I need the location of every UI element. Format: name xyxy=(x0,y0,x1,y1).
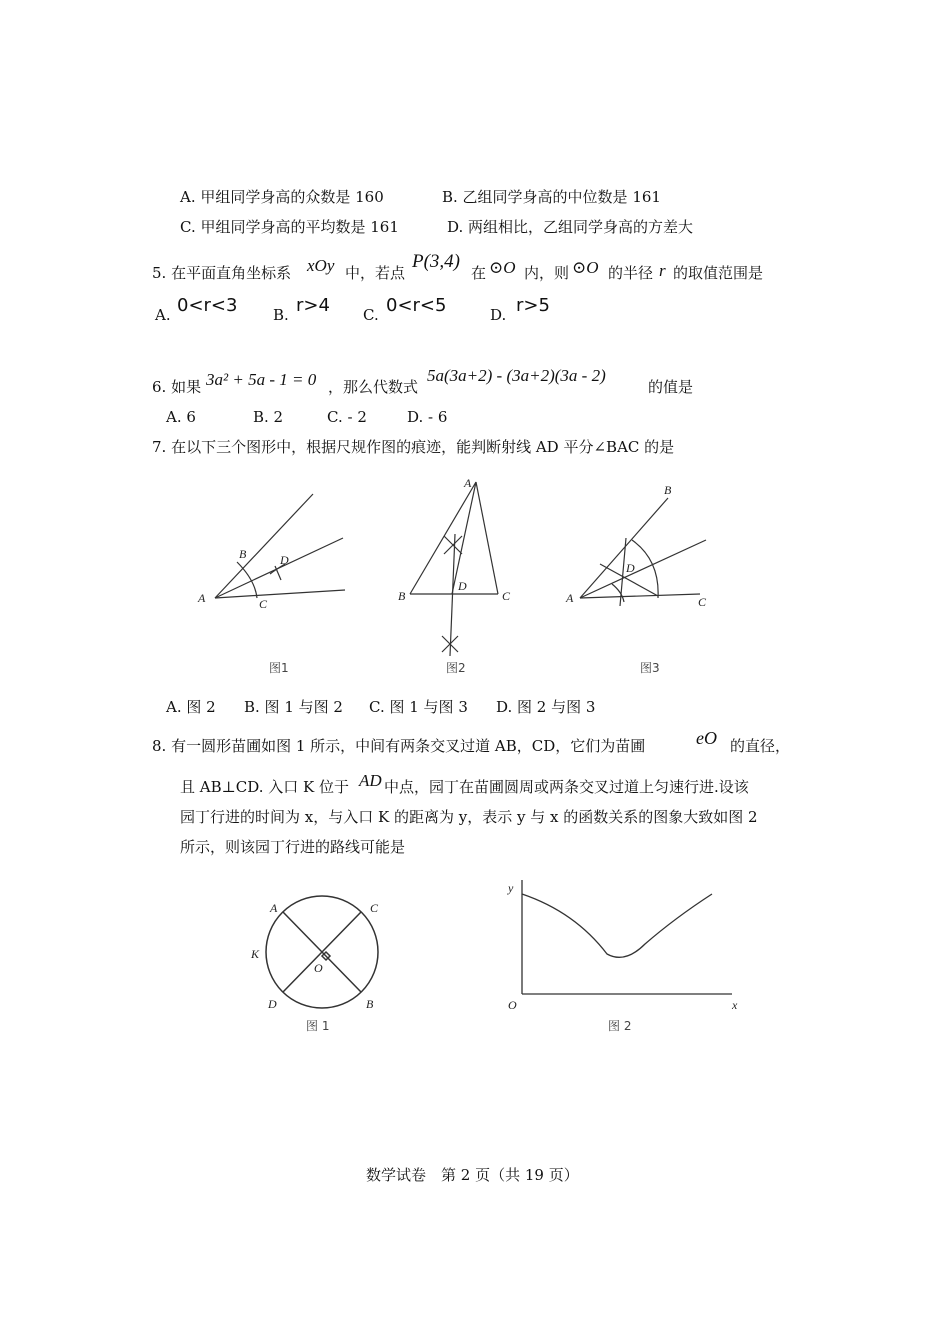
q7-option-c: C. 图 1 与图 3 xyxy=(369,698,468,716)
fig1-label-b: B xyxy=(239,547,247,561)
q5-option-b-label: B. xyxy=(273,306,289,324)
q8-fig1-label-k: K xyxy=(251,947,260,961)
q7-figure-1 xyxy=(195,480,355,680)
fig2-caption: 图2 xyxy=(446,661,466,675)
fig1-label-d: D xyxy=(280,553,289,567)
q8-line1: 8. 有一圆形苗圃如图 1 所示，中间有两条交叉过道 AB，CD，它们为苗圃 xyxy=(152,737,646,755)
q5-mid1: 中，若点 xyxy=(345,264,406,282)
q8-figure-2 xyxy=(500,872,750,1037)
fig2-label-b: B xyxy=(398,589,406,603)
q8-line2: 且 AB⊥CD. 入口 K 位于 xyxy=(180,778,349,796)
q8-fig2-label-y: y xyxy=(508,881,514,895)
q4-option-c: C. 甲组同学身高的平均数是 161 xyxy=(180,218,399,236)
fig1-caption: 图1 xyxy=(269,661,289,675)
q6-option-b: B. 2 xyxy=(253,408,284,426)
q8-line4: 所示，则该园丁行进的路线可能是 xyxy=(180,838,406,856)
q5-option-a: 0<r<3 xyxy=(177,295,238,316)
q8-line2-end: 中点，园丁在苗圃圆周或两条交叉过道上匀速行进.设该 xyxy=(384,778,749,796)
q6-option-a: A. 6 xyxy=(166,408,196,426)
q5-mid2: 在 xyxy=(471,264,487,282)
fig2-label-a: A xyxy=(464,476,472,490)
q5-suffix: 的取值范围是 xyxy=(673,264,764,282)
q5-option-c: 0<r<5 xyxy=(386,295,447,316)
q5-circle2: ⊙O xyxy=(572,258,599,277)
fig2-label-d: D xyxy=(458,579,467,593)
q5-mid4: 的半径 xyxy=(608,264,654,282)
q5-point: P(3,4) xyxy=(412,251,461,272)
page-footer: 数学试卷 第 2 页（共 19 页） xyxy=(366,1166,579,1184)
fig1-label-c: C xyxy=(259,597,268,611)
q7-option-d: D. 图 2 与图 3 xyxy=(496,698,596,716)
q8-fig1-label-b: B xyxy=(366,997,374,1011)
q8-circle-symbol: eO xyxy=(696,728,717,748)
q5-coord: xOy xyxy=(307,256,335,275)
fig3-label-d: D xyxy=(626,561,635,575)
q5-option-d-label: D. xyxy=(490,306,507,324)
fig2-label-c: C xyxy=(502,589,511,603)
q8-arc-ad: AD xyxy=(359,771,382,790)
fig3-label-c: C xyxy=(698,595,707,609)
q7-option-b: B. 图 1 与图 2 xyxy=(244,698,343,716)
q8-fig1-caption: 图 1 xyxy=(306,1019,330,1033)
q7-stem: 7. 在以下三个图形中，根据尺规作图的痕迹，能判断射线 AD 平分∠BAC 的是 xyxy=(152,438,675,456)
q5-option-b: r>4 xyxy=(296,295,330,316)
q6-equation: 3a² + 5a - 1 = 0 xyxy=(206,370,317,389)
fig3-label-a: A xyxy=(566,591,574,605)
q8-fig2-label-x: x xyxy=(732,998,738,1012)
q6-option-d: D. - 6 xyxy=(407,408,448,426)
q6-mid: ，那么代数式 xyxy=(328,378,419,396)
q8-fig2-label-o: O xyxy=(508,998,517,1012)
q5-prefix: 5. 在平面直角坐标系 xyxy=(152,264,292,282)
q5-r: r xyxy=(659,261,666,280)
q8-fig1-label-d: D xyxy=(268,997,277,1011)
q4-option-d: D. 两组相比，乙组同学身高的方差大 xyxy=(447,218,694,236)
q6-expression: 5a(3a+2) - (3a+2)(3a - 2) xyxy=(427,366,606,385)
fig3-label-b: B xyxy=(664,483,672,497)
q8-line3: 园丁行进的时间为 x，与入口 K 的距离为 y，表示 y 与 x 的函数关系的图象大致如图 2 xyxy=(180,808,758,826)
q6-prefix: 6. 如果 xyxy=(152,378,202,396)
q5-option-d: r>5 xyxy=(516,295,550,316)
q7-figure-2 xyxy=(390,474,530,680)
q5-option-c-label: C. xyxy=(363,306,379,324)
q7-figure-3 xyxy=(560,480,730,680)
q8-line1-end: 的直径， xyxy=(730,737,791,755)
q5-mid3: 内，则 xyxy=(524,264,570,282)
q7-option-a: A. 图 2 xyxy=(166,698,216,716)
q5-circle1: ⊙O xyxy=(489,258,516,277)
q6-suffix: 的值是 xyxy=(648,378,694,396)
q8-fig1-label-o: O xyxy=(314,961,323,975)
q5-option-a-label: A. xyxy=(155,306,171,324)
q8-fig2-caption: 图 2 xyxy=(608,1019,632,1033)
q8-fig1-label-c: C xyxy=(370,901,379,915)
q8-fig1-label-a: A xyxy=(270,901,278,915)
fig3-caption: 图3 xyxy=(640,661,660,675)
q6-option-c: C. - 2 xyxy=(327,408,367,426)
fig1-label-a: A xyxy=(198,591,206,605)
q4-option-b: B. 乙组同学身高的中位数是 161 xyxy=(442,188,661,206)
q4-option-a: A. 甲组同学身高的众数是 160 xyxy=(180,188,384,206)
q8-figure-1 xyxy=(240,890,400,1040)
